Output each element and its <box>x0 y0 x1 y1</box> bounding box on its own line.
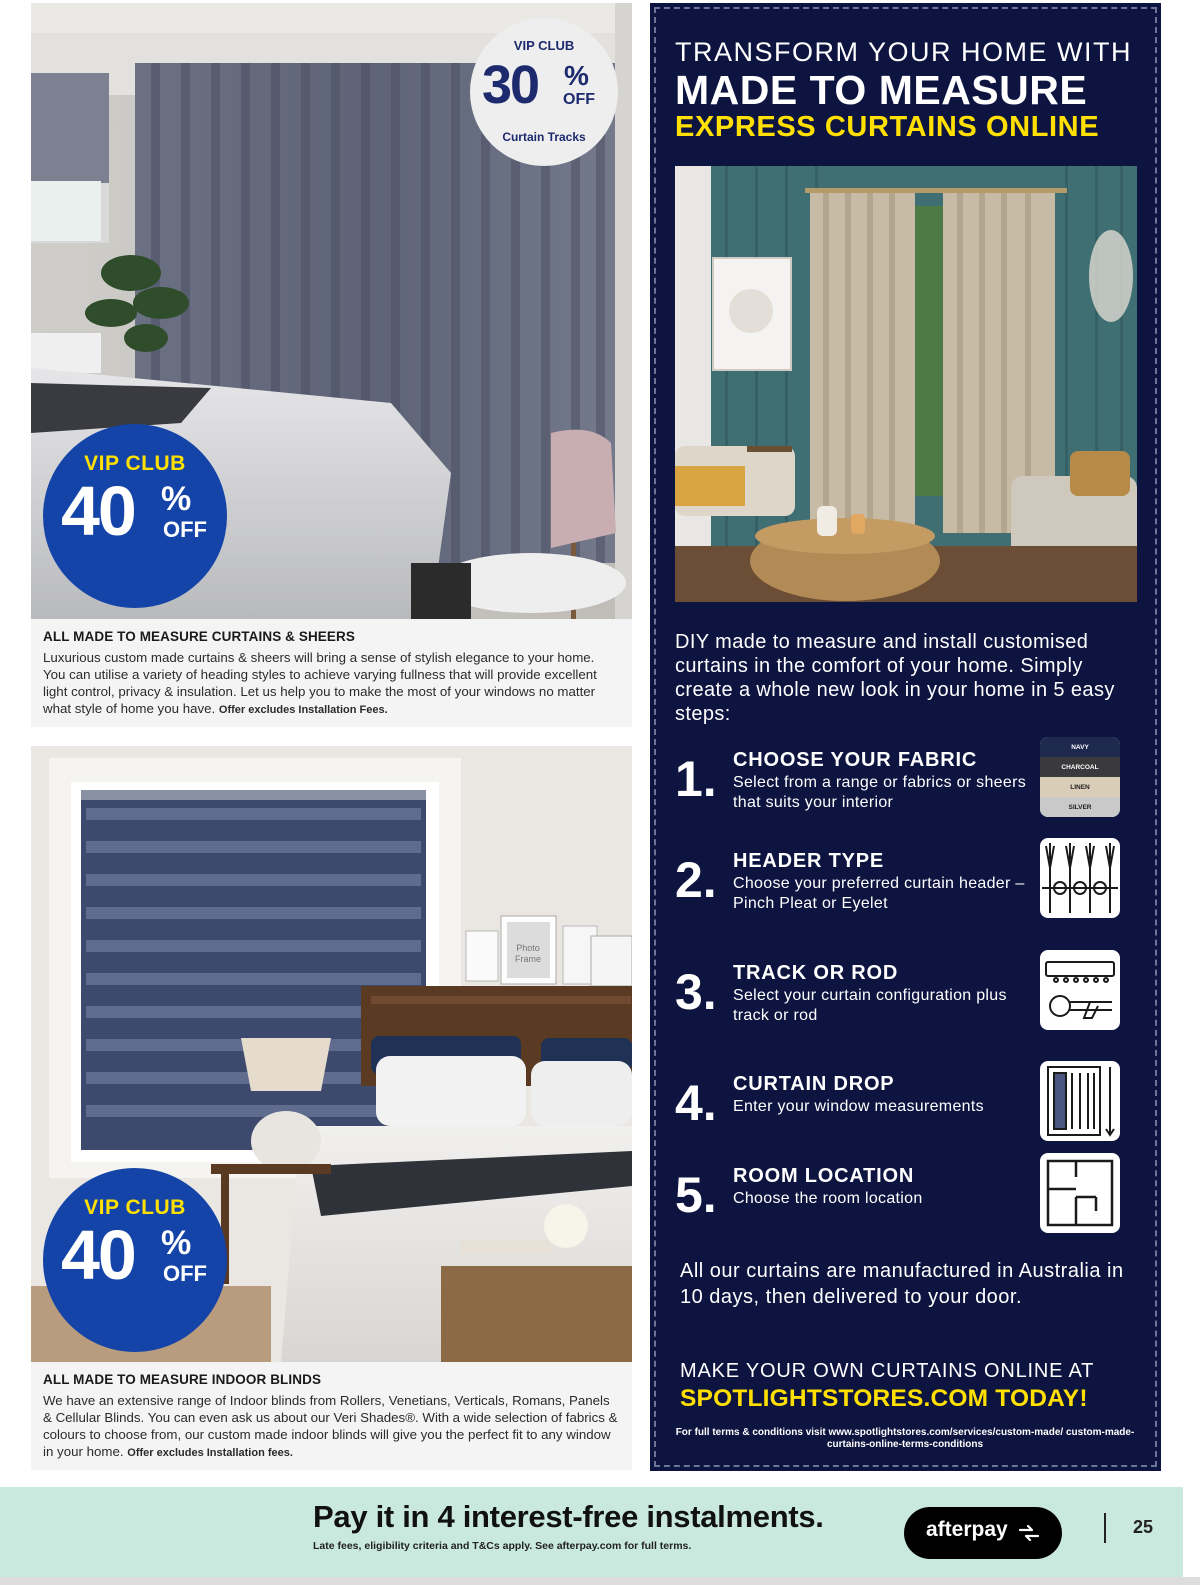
step-description: Select from a range or fabrics or sheers that suits your interior <box>733 774 1027 811</box>
curtains-description <box>31 619 632 727</box>
page-number: 25 <box>1133 1517 1154 1537</box>
swatch-label: NAVY <box>1071 744 1089 751</box>
badge-label: VIP CLUB <box>84 1196 186 1219</box>
panel-title-line1: TRANSFORM YOUR HOME WITH <box>675 37 1132 67</box>
afterpay-label: afterpay <box>926 1518 1008 1541</box>
step-track-or-rod <box>675 962 1145 1048</box>
bottom-strip <box>0 1577 1200 1585</box>
cta-website-link[interactable]: SPOTLIGHTSTORES.COM TODAY! <box>680 1385 1088 1412</box>
step-title: ROOM LOCATION <box>733 1165 915 1187</box>
blinds-heading: ALL MADE TO MEASURE INDOOR BLINDS <box>43 1372 322 1387</box>
track-rod-icon <box>1040 950 1120 1030</box>
afterpay-arrows-icon <box>1018 1525 1040 1541</box>
photo-frame-text: Photo <box>516 943 540 953</box>
footer-headline: Pay it in 4 interest-free instalments. <box>313 1499 824 1534</box>
living-room-curtains-photo <box>675 166 1137 602</box>
manufactured-note: All our curtains are manufactured in Australia in 10 days, then delivered to your door. <box>680 1260 1124 1308</box>
step-number: 2. <box>675 852 717 908</box>
afterpay-logo[interactable] <box>904 1507 1062 1559</box>
step-description: Enter your window measurements <box>733 1098 984 1115</box>
step-header-type <box>675 850 1145 936</box>
curtains-body-text: Luxurious custom made curtains & sheers will bring a sense of stylish elegance to your home. You can utilise a variety of heading styles to achieve varying fullness that will provide excellent light control, privacy & insulation. Let us help you to make the most of your windows no matter what style of home you have. <box>43 650 597 716</box>
curtain-header-icon <box>1040 838 1120 918</box>
badge-sub: Curtain Tracks <box>502 130 586 144</box>
vip-30-off-badge <box>470 18 618 166</box>
badge-off: OFF <box>163 517 207 542</box>
panel-title-line3: EXPRESS CURTAINS ONLINE <box>675 111 1100 143</box>
step-description: Choose your preferred curtain header – Pinch Pleat or Eyelet <box>733 875 1025 912</box>
step-description: Select your curtain configuration plus track or rod <box>733 987 1007 1024</box>
badge-label: VIP CLUB <box>513 38 575 53</box>
panel-intro: DIY made to measure and install customised curtains in the comfort of your home. Simply create a whole new look in your home in 5 easy steps: <box>675 631 1115 725</box>
badge-percent: % <box>564 60 589 91</box>
swatch-label: CHARCOAL <box>1061 764 1099 771</box>
made-to-measure-panel <box>650 3 1161 1471</box>
badge-off: OFF <box>563 91 595 108</box>
blinds-note: Offer excludes Installation fees. <box>127 1447 293 1459</box>
fabric-swatch-icon <box>1040 737 1120 817</box>
curtains-note: Offer excludes Installation Fees. <box>218 704 388 716</box>
blinds-body <box>43 1392 620 1462</box>
terms-text: For full terms & conditions visit www.spotlightstores.com/services/custom-made/ custom-made-curtains-online-terms-conditions <box>675 1427 1135 1450</box>
step-curtain-drop <box>675 1073 1145 1159</box>
vip-40-off-badge <box>43 424 227 608</box>
badge-number: 40 <box>61 1216 135 1294</box>
step-choose-fabric <box>675 744 1145 835</box>
badge-number: 40 <box>61 472 135 550</box>
step-description: Choose the room location <box>733 1190 923 1207</box>
step-title: HEADER TYPE <box>733 850 885 872</box>
step-number: 1. <box>675 751 717 807</box>
afterpay-footer <box>0 1487 1183 1577</box>
footer-subtext: Late fees, eligibility criteria and T&Cs apply. See afterpay.com for full terms. <box>313 1540 692 1552</box>
swatch-label: LINEN <box>1070 784 1090 791</box>
vip-40-off-badge-blinds <box>43 1168 227 1352</box>
step-title: CHOOSE YOUR FABRIC <box>733 749 978 771</box>
badge-percent: % <box>161 1224 192 1262</box>
step-number: 3. <box>675 964 717 1020</box>
panel-title-line2: MADE TO MEASURE <box>675 67 1088 113</box>
cta-line1: MAKE YOUR OWN CURTAINS ONLINE AT <box>680 1360 1095 1382</box>
badge-label: VIP CLUB <box>84 452 186 475</box>
badge-percent: % <box>161 480 192 518</box>
step-room-location <box>675 1165 1145 1251</box>
floor-plan-icon <box>1040 1153 1120 1233</box>
photo-frame-text-2: Frame <box>514 954 542 964</box>
swatch-label: SILVER <box>1068 804 1092 811</box>
badge-off: OFF <box>163 1261 207 1286</box>
badge-number: 30 <box>482 55 539 115</box>
step-number: 4. <box>675 1075 717 1131</box>
curtains-heading: ALL MADE TO MEASURE CURTAINS & SHEERS <box>43 629 355 644</box>
curtain-drop-icon <box>1040 1061 1120 1141</box>
blinds-description <box>31 1362 632 1470</box>
footer-divider <box>1104 1513 1106 1543</box>
step-title: CURTAIN DROP <box>733 1073 895 1095</box>
step-number: 5. <box>675 1167 717 1223</box>
blinds-body-text: We have an extensive range of Indoor blinds from Rollers, Venetians, Verticals, Romans, Panels & Cellular Blinds. You can even ask us about our Veri Shades®. With a wide selection of fabrics & colours to choose from, our custom made indoor blinds will give you the perfect fit to any window in your home. <box>43 1393 618 1459</box>
curtains-body <box>43 649 620 719</box>
step-title: TRACK OR ROD <box>733 962 899 984</box>
